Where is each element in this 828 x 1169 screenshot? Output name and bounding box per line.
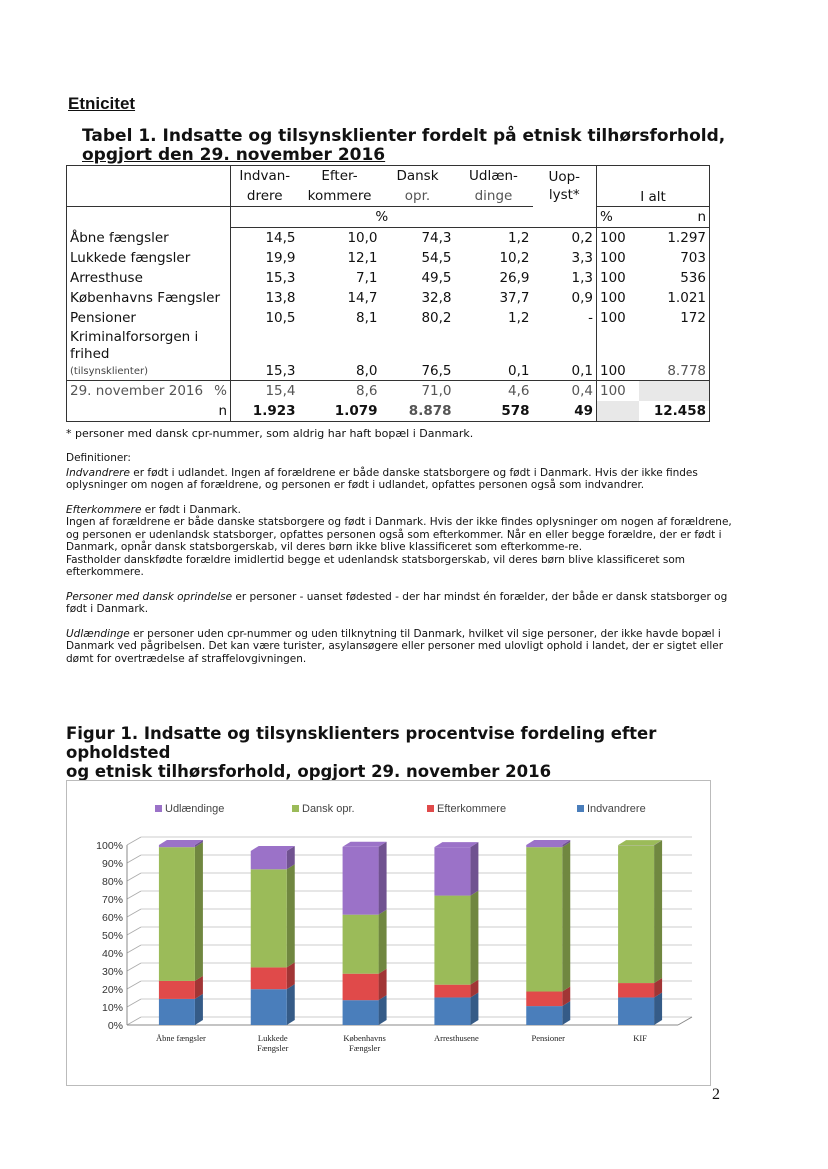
bar-side [470, 891, 478, 985]
bar-segment [343, 974, 379, 1000]
row-label: Københavns Fængsler [67, 288, 231, 308]
cell-dansk: 76,5 [421, 363, 452, 379]
cell-udl: 1,2 [508, 310, 530, 326]
def-udlaendinge [66, 628, 736, 666]
bar-segment [251, 869, 287, 967]
chart-frame [66, 780, 711, 1086]
bar-side [654, 992, 662, 1025]
x-tick-label: Lukkede [257, 1033, 288, 1043]
bar-segment [251, 989, 287, 1025]
total-label-date: 29. november 2016 [70, 383, 204, 399]
grid-diagonal [127, 873, 141, 881]
cell-uopl: 1,3 [533, 268, 597, 288]
legend-label: Udlændinge [165, 803, 225, 815]
unit-pct-ialt: % [597, 207, 639, 228]
row-label: Lukkede fængsler [67, 248, 231, 268]
kif-label-line2: frihed [70, 346, 110, 362]
page-number: 2 [712, 1086, 720, 1103]
figure-title [66, 724, 746, 781]
cell-indv: 13,8 [265, 290, 296, 306]
bar-segment [526, 1006, 562, 1025]
cell-pct: 100 [600, 310, 626, 326]
table-title-line1: Tabel 1. Indsatte og tilsynsklienter fordelt på etnisk tilhørsforhold, [82, 126, 726, 146]
bar-segment [343, 1000, 379, 1025]
cell-pct: 100 [600, 363, 626, 379]
cell-pct: 100 [600, 250, 626, 266]
kif-label-line1: Kriminalforsorgen i [70, 329, 199, 345]
cell-pct-empty [597, 401, 639, 422]
cell-dansk: 54,5 [421, 250, 452, 266]
header-uoplyst-2: lyst* [548, 187, 580, 204]
bar-side [287, 984, 295, 1025]
term-efterkommere: Efterkommere [66, 503, 142, 516]
grid-diagonal [127, 1017, 141, 1025]
cell-efter: 1.079 [299, 401, 381, 422]
cell-efter: 7,1 [356, 270, 378, 286]
term-udlaendinge: Udlændinge [66, 627, 130, 640]
cell-indv: 15,3 [265, 363, 296, 379]
text-dansk: er personer - uanset fødested - der har mindst én forælder, der både er dansk statsborger og født i Danmark. [66, 590, 728, 615]
legend-swatch [292, 805, 299, 812]
header-dansk-2: opr. [381, 186, 455, 207]
grid-diagonal [127, 927, 141, 935]
cell-n: 536 [639, 268, 710, 288]
cell-indv: 15,3 [265, 270, 296, 286]
legend-label: Indvandrere [587, 803, 646, 815]
cell-pct: 100 [600, 270, 626, 286]
legend-swatch [577, 805, 584, 812]
cell-udl: 1,2 [508, 230, 530, 246]
kif-label-small: (tilsynsklienter) [70, 366, 148, 377]
cell-uopl: - [533, 308, 597, 328]
x-tick-label: Fængsler [257, 1043, 289, 1053]
grid-diagonal [127, 837, 141, 845]
bar-segment [618, 983, 654, 997]
bar-segment [434, 896, 470, 985]
bar-side [287, 864, 295, 967]
def-efterkommere [66, 504, 736, 579]
header-indvandrere-2: drere [231, 186, 299, 207]
header-efterkommere-1: Efter- [299, 166, 381, 187]
bar-segment [159, 845, 195, 847]
grid-diagonal [127, 945, 141, 953]
legend-label: Efterkommere [437, 803, 507, 815]
cell-n: 172 [639, 308, 710, 328]
cell-dansk: 71,0 [381, 381, 455, 402]
y-tick-label: 60% [101, 912, 123, 924]
cell-indv: 14,5 [265, 230, 296, 246]
header-uoplyst [533, 166, 597, 207]
header-empty-2 [67, 186, 231, 207]
row-label: Åbne fængsler [67, 228, 231, 249]
row-label: Arresthuse [67, 268, 231, 288]
cell-n: 1.021 [639, 288, 710, 308]
cell-uopl: 0,2 [533, 228, 597, 249]
table-row [67, 308, 710, 328]
x-tick-label: Arresthusene [433, 1033, 479, 1043]
x-tick-label: KIF [633, 1033, 647, 1043]
bar-segment [434, 847, 470, 895]
bar-side [654, 840, 662, 983]
cell-dansk: 32,8 [421, 290, 452, 306]
header-dansk-1: Dansk [381, 166, 455, 187]
cell-indv: 1.923 [231, 401, 299, 422]
term-dansk: Personer med dansk oprindelse [66, 590, 233, 603]
cell-efter: 8,0 [356, 363, 378, 379]
bar-segment [618, 997, 654, 1025]
bar-side [379, 842, 387, 915]
header-udlaendinge-1: Udlæn- [455, 166, 533, 187]
y-tick-label: 70% [101, 894, 123, 906]
bar-side [379, 995, 387, 1025]
x-tick-label: Pensioner [531, 1033, 566, 1043]
y-tick-label: 10% [101, 1002, 123, 1014]
cell-indv: 10,5 [265, 310, 296, 326]
x-tick-label: Københavns [343, 1033, 386, 1043]
bar-side [470, 992, 478, 1025]
unit-uoplyst-empty [533, 207, 597, 228]
cell-n: 8.778 [639, 328, 710, 381]
cell-udl: 0,1 [508, 363, 530, 379]
y-tick-label: 40% [101, 948, 123, 960]
text-efterkommere-3: Fastholder danskfødte forældre imidlertid begge et udenlandsk statsborgerskab, vil deres børn blive klassificeret som efterkommere. [66, 553, 685, 578]
cell-udl: 578 [455, 401, 533, 422]
header-i-alt: I alt [597, 166, 710, 207]
cell-n: 1.297 [639, 228, 710, 249]
grid-diagonal [127, 963, 141, 971]
bar-side [379, 910, 387, 974]
cell-dansk: 8.878 [381, 401, 455, 422]
stacked-bar-chart [67, 781, 710, 1085]
table-row-total-n [67, 401, 710, 422]
bar-side [195, 842, 203, 981]
section-heading: Etnicitet [68, 94, 136, 113]
definitions [66, 452, 736, 673]
text-udlaendinge: er personer uden cpr-nummer og uden tilknytning til Danmark, hvilket vil sige personer, der ikke havde bopæl i Danmark ved pågribelsen. Det kan være turister, asylansøgere eller personer med ulovligt ophold i landet, der er sigtet eller dømt for overtrædelse af straffelovgivningen. [66, 627, 724, 665]
legend-label: Dansk opr. [302, 803, 355, 815]
bar-segment [434, 985, 470, 998]
row-label-kif [67, 328, 231, 381]
y-tick-label: 50% [101, 930, 123, 942]
grid-diagonal [127, 891, 141, 899]
footnote: * personer med dansk cpr-nummer, som aldrig har haft bopæl i Danmark. [66, 427, 474, 440]
table-row-total-pct [67, 381, 710, 402]
bar-segment [159, 981, 195, 999]
table-title [82, 127, 742, 165]
grid-diagonal [127, 999, 141, 1007]
def-dansk [66, 591, 736, 616]
y-tick-label: 80% [101, 876, 123, 888]
text-efterkommere-2: Ingen af forældrene er både danske statsborgere og født i Danmark. Hvis der ikke findes oplysninger om nogen af forældrene, og personen er udenlandsk statsborger, opfattes personen også som efterkommer. Når en eller begge forældre, der er født i Danmark, opnår dansk statsborgerskab, vil deres børn ikke blive klassificeret som efterkomme-re. [66, 516, 732, 553]
grid-diagonal [127, 909, 141, 917]
bar-side [195, 994, 203, 1025]
cell-indv: 15,4 [231, 381, 299, 402]
row-label: Pensioner [67, 308, 231, 328]
grid-diagonal [127, 981, 141, 989]
bar-segment [526, 992, 562, 1007]
header-uoplyst-1: Uop- [548, 169, 581, 186]
cell-udl: 26,9 [499, 270, 530, 286]
bar-segment [526, 845, 562, 847]
figure-title-line2: og etnisk tilhørsforhold, opgjort 29. november 2016 [66, 762, 552, 781]
cell-udl: 4,6 [455, 381, 533, 402]
x-tick-label: Åbne fængsler [156, 1033, 206, 1043]
table-row [67, 288, 710, 308]
table-row [67, 248, 710, 268]
text-indvandrere: er født i udlandet. Ingen af forældrene er både danske statsborgere og født i Danmark. Hvis der ikke findes oplysninger om nogen af forældrene, og personen er født i udlandet, opfattes personen også som indvandrer. [66, 466, 698, 491]
bar-segment [159, 999, 195, 1025]
cell-uopl: 0,1 [533, 328, 597, 381]
cell-udl: 37,7 [499, 290, 530, 306]
cell-dansk: 74,3 [421, 230, 452, 246]
bar-side [379, 969, 387, 1000]
bar-segment [343, 915, 379, 974]
bar-side [562, 842, 570, 991]
unit-n-ialt: n [639, 207, 710, 228]
cell-pct: 100 [597, 381, 639, 402]
y-tick-label: 30% [101, 966, 123, 978]
cell-dansk: 80,2 [421, 310, 452, 326]
text-efterkommere-1: er født i Danmark. [141, 503, 241, 516]
legend-swatch [427, 805, 434, 812]
y-tick-label: 90% [101, 858, 123, 870]
cell-efter: 12,1 [347, 250, 378, 266]
bar-segment [618, 845, 654, 983]
header-indvandrere-1: Indvan- [231, 166, 299, 187]
x-axis-depth [678, 1017, 692, 1025]
header-empty [67, 166, 231, 187]
ethnicity-table [66, 165, 710, 422]
table-row-kif [67, 328, 710, 381]
definitions-heading: Definitioner: [66, 452, 131, 464]
cell-uopl: 3,3 [533, 248, 597, 268]
cell-uopl: 49 [533, 401, 597, 422]
cell-udl: 10,2 [499, 250, 530, 266]
cell-efter: 14,7 [347, 290, 378, 306]
def-indvandrere [66, 467, 736, 492]
cell-uopl: 0,4 [533, 381, 597, 402]
figure-title-line1: Figur 1. Indsatte og tilsynsklienters procentvise fordeling efter opholdsted [66, 724, 657, 762]
term-indvandrere: Indvandrere [66, 466, 130, 479]
legend-swatch [155, 805, 162, 812]
y-tick-label: 20% [101, 984, 123, 996]
bar-segment [251, 851, 287, 869]
cell-efter: 10,0 [347, 230, 378, 246]
bar-segment [343, 847, 379, 915]
cell-pct: 100 [600, 290, 626, 306]
cell-indv: 19,9 [265, 250, 296, 266]
bar-segment [251, 967, 287, 989]
cell-n: 12.458 [639, 401, 710, 422]
cell-efter: 8,6 [299, 381, 381, 402]
unit-row-empty [67, 207, 231, 228]
total-label-unit: % [214, 383, 227, 399]
table-title-line2: opgjort den 29. november 2016 [82, 145, 386, 165]
total-label [67, 381, 231, 402]
y-tick-label: 100% [96, 840, 123, 852]
header-udlaendinge-2: dinge [455, 186, 533, 207]
cell-dansk: 49,5 [421, 270, 452, 286]
cell-uopl: 0,9 [533, 288, 597, 308]
grid-diagonal [127, 855, 141, 863]
cell-pct: 100 [600, 230, 626, 246]
total-n-unit: n [67, 401, 231, 422]
table-row [67, 268, 710, 288]
y-tick-label: 0% [107, 1020, 123, 1032]
bar-segment [159, 847, 195, 981]
x-tick-label: Fængsler [348, 1043, 381, 1053]
table-row [67, 228, 710, 249]
unit-pct: % [231, 207, 533, 228]
bar-segment [526, 847, 562, 991]
bar-segment [434, 997, 470, 1025]
header-efterkommere-2: kommere [299, 186, 381, 207]
cell-n: 703 [639, 248, 710, 268]
bar-side [470, 842, 478, 895]
cell-n-empty [639, 381, 710, 402]
cell-efter: 8,1 [356, 310, 378, 326]
